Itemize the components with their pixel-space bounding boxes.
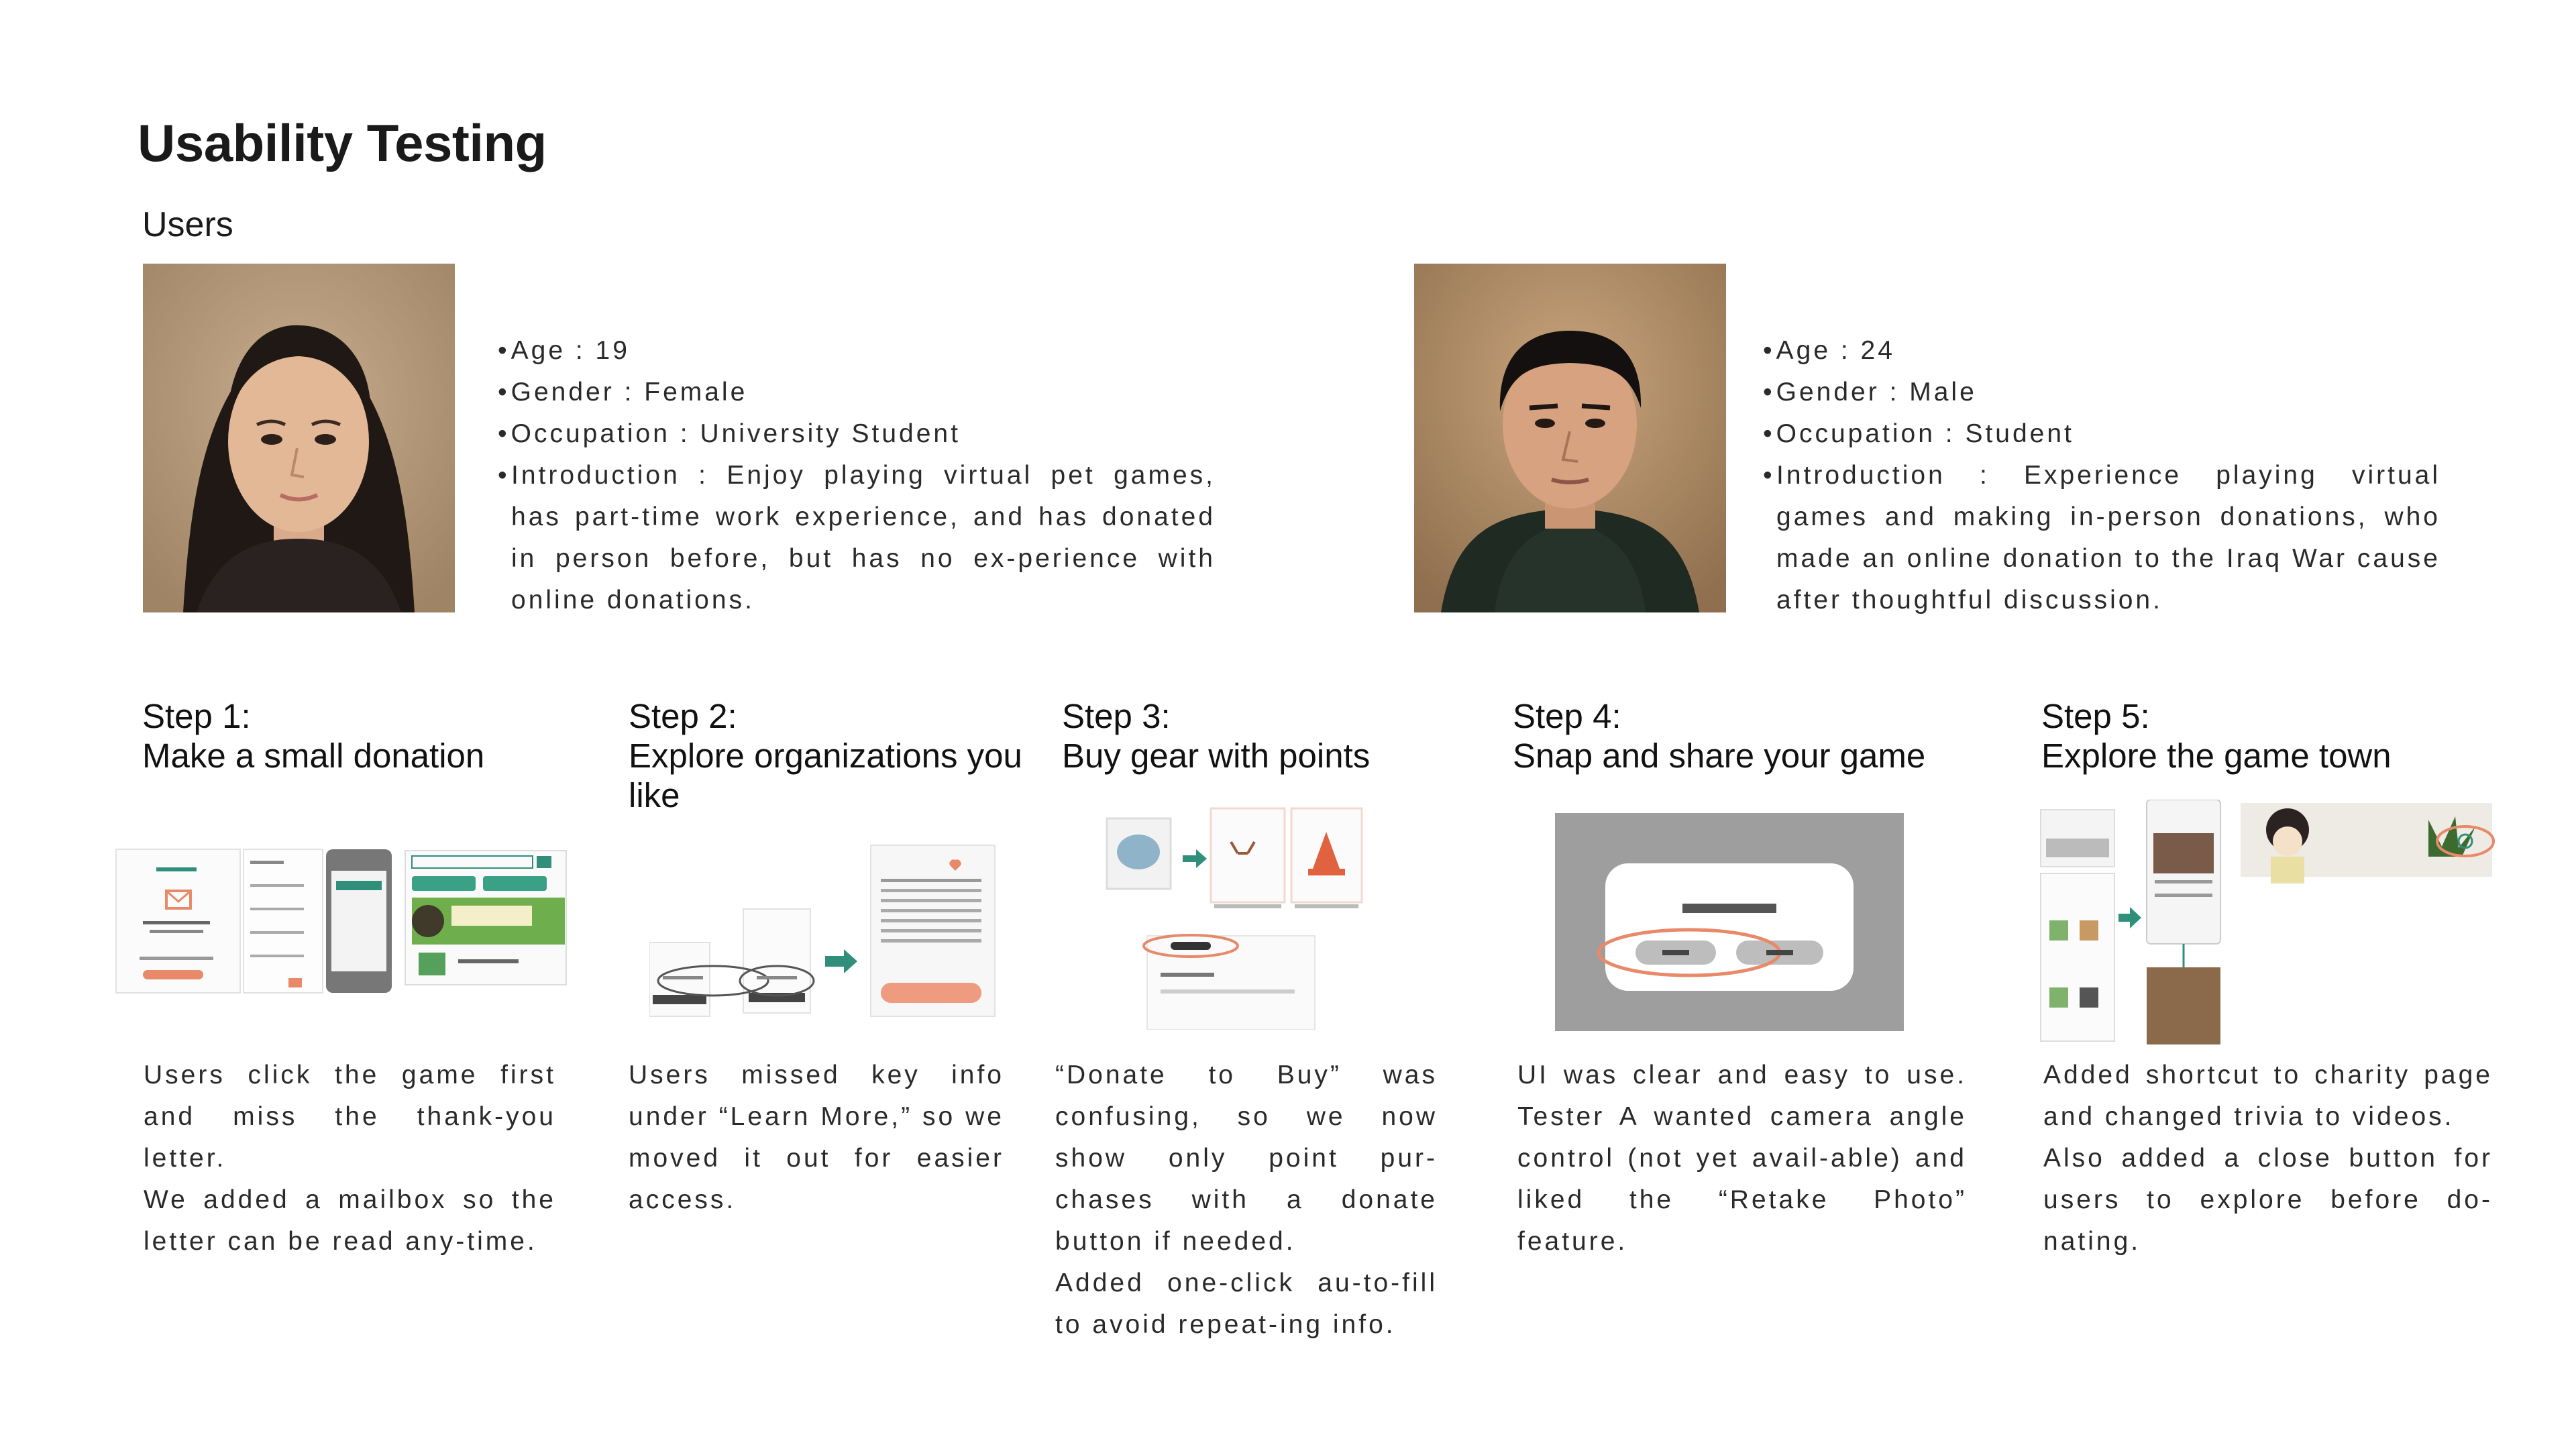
step-1-text-line: Users click the game first and miss the thank-you letter. [144,1061,556,1173]
step-5-screenshot [2039,800,2496,1048]
user-photo-male [1414,264,1726,612]
user-2-occupation: Occupation : Student [1776,419,2074,448]
step-3-heading [1062,696,1464,775]
step-4-text-line: UI was clear and easy to use. Tester A wanted camera angle control (not yet avail-able) and liked the “Retake Photo” feature. [1517,1061,1967,1256]
step-1-title: Make a small donation [142,737,485,775]
step-1-text [144,1055,556,1263]
step-2-screenshot [649,842,998,1023]
step-4-screenshot [1555,813,1904,1031]
step-2-text [629,1055,1004,1221]
step-5-title: Explore the game town [2041,737,2392,775]
step-3-screenshot [1104,805,1365,1030]
page-title: Usability Testing [138,113,547,172]
step-3-text-line: “Donate to Buy” was confusing, so we now show only point pur-chases with a donate button if needed. [1055,1061,1438,1256]
user-2-age: Age : 24 [1776,336,1895,365]
step-1-text-line: We added a mailbox so the letter can be read any-time. [144,1185,556,1256]
step-3-text [1055,1055,1438,1346]
user-1-age: Age : 19 [511,336,630,365]
step-5-text-line: Also added a close button for users to explore before do-nating. [2043,1144,2493,1256]
step-1-screenshot [113,844,569,998]
step-5-text [2043,1055,2493,1263]
step-2-label: Step 2: [629,697,737,735]
step-2-title: Explore organizations you like [629,737,1022,814]
step-5-label: Step 5: [2041,697,2150,735]
step-4-title: Snap and share your game [1513,737,1926,775]
user-1-info: •Age : 19 •Gender : Female •Occupation : University Student • Introduction : Enjoy playing virtual pet games, has part-time work experience, and has donated in person before, but has no ex-perience with online donations. [498,330,1216,621]
step-4-heading [1513,696,1982,775]
step-4-label: Step 4: [1513,697,1621,735]
user-photo-female [143,264,455,612]
user-2-introduction: Introduction : Experience playing virtual games and making in-person donations, who made an online donation to the Iraq War cause after thoughtful discussion. [1776,461,2440,614]
users-section-title: Users [142,205,233,244]
user-2-gender: Gender : Male [1776,378,1977,407]
user-2-info: •Age : 24 •Gender : Male •Occupation : Student • Introduction : Experience playing virtual games and making in-person donations, who made an online donation to the Iraq War cause after thoughtful discussion. [1763,330,2440,621]
step-2-heading [629,696,1031,815]
user-1-introduction: Introduction : Enjoy playing virtual pet games, has part-time work experience, and has donated in person before, but has no ex-perience with online donations. [511,461,1216,614]
step-5-heading [2041,696,2511,775]
step-3-label: Step 3: [1062,697,1171,735]
step-3-title: Buy gear with points [1062,737,1371,775]
step-1-label: Step 1: [142,697,251,735]
user-1-gender: Gender : Female [511,378,748,407]
step-2-text-line: Users missed key info under “Learn More,” so we moved it out for easier access. [629,1061,1004,1214]
step-5-text-line: Added shortcut to charity page and changed trivia to videos. [2043,1061,2493,1131]
step-3-text-line: Added one-click au-to-fill to avoid repeat-ing info. [1055,1269,1438,1339]
step-1-heading [142,696,558,775]
step-4-text [1517,1055,1967,1263]
user-1-occupation: Occupation : University Student [511,419,961,448]
